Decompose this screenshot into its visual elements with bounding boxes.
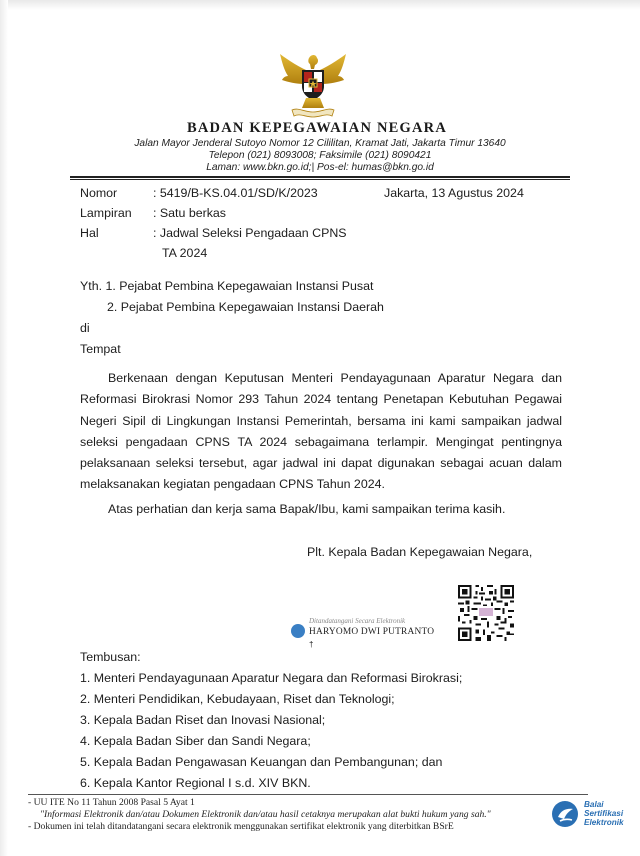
body-line: Reformasi Birokrasi Nomor 293 Tahun 2024 tentang Penetapan Kebutuhan Pegawai <box>80 392 562 407</box>
addressee-tempat: Tempat <box>80 342 121 356</box>
tembusan-heading: Tembusan: <box>80 650 141 664</box>
closing-sentence: Atas perhatian dan kerja sama Bapak/Ibu, kami sampaikan terima kasih. <box>108 502 506 516</box>
bsre-logo <box>551 797 637 831</box>
footer-law-reference: - UU ITE No 11 Tahun 2008 Pasal 5 Ayat 1 <box>28 797 195 808</box>
signatory-title: Plt. Kepala Badan Kepegawaian Negara, <box>307 545 533 559</box>
bsre-emblem-icon <box>551 800 579 828</box>
addressee-di: di <box>80 321 90 335</box>
hal-label: Hal <box>80 226 99 240</box>
bsre-label <box>584 800 624 827</box>
signatory-name: HARYOMO DWI PUTRANTO <box>309 627 435 637</box>
body-line: melaksanakan kegiatan pengadaan CPNS Tahun 2024. <box>80 477 385 492</box>
letterhead-rule-thin <box>70 179 570 180</box>
letterhead-address: Jalan Mayor Jenderal Sutoyo Nomor 12 Cililitan, Kramat Jati, Jakarta Timur 13640 <box>134 138 506 149</box>
tembusan-item: 1. Menteri Pendayagunaan Aparatur Negara dan Reformasi Birokrasi; <box>80 671 463 685</box>
electronic-signature-badge-icon <box>291 624 305 638</box>
signed-electronically-note: Ditandatangani Secara Elektronik <box>309 617 406 625</box>
bsre-label-line: Elektronik <box>584 818 624 827</box>
body-line: seleksi pengadaan CPNS TA 2024 sebagaimana terlampir. Mengingat pentingnya <box>80 434 562 449</box>
body-line: Negeri Sipil di Lingkungan Instansi Pemerintah, bersama ini kami sampaikan jadwal <box>80 413 562 428</box>
tembusan-item: 5. Kepala Badan Pengawasan Keuangan dan Pembangunan; dan <box>80 755 443 769</box>
tembusan-item: 2. Menteri Pendidikan, Kebudayaan, Riset dan Teknologi; <box>80 692 395 706</box>
hal-value-continued: TA 2024 <box>162 246 208 260</box>
tembusan-item: 6. Kepala Kantor Regional I s.d. XIV BKN. <box>80 776 311 790</box>
tembusan-item: 3. Kepala Badan Riset dan Inovasi Nasional; <box>80 713 326 727</box>
page-top-shadow <box>0 0 640 10</box>
nomor-value: : 5419/B-KS.04.01/SD/K/2023 <box>153 186 318 200</box>
letterhead-phone: Telepon (021) 8093008; Faksimile (021) 8090421 <box>208 150 432 161</box>
body-line: pelaksanaan seleksi tersebut, agar jadwal ini dapat digunakan sebagai acuan dalam <box>80 456 562 471</box>
garuda-emblem-icon <box>278 52 348 118</box>
lampiran-value: : Satu berkas <box>153 206 227 220</box>
letterhead-rule-thick <box>70 176 570 178</box>
footer-rule <box>28 794 588 795</box>
tembusan-item: 4. Kepala Badan Siber dan Sandi Negara; <box>80 734 311 748</box>
addressee-line-1: Yth. 1. Pejabat Pembina Kepegawaian Instansi Pusat <box>80 279 374 293</box>
bsre-label-line: Balai <box>584 800 604 809</box>
nomor-label: Nomor <box>80 186 118 200</box>
place-date: Jakarta, 13 Agustus 2024 <box>384 186 524 200</box>
hal-value: : Jadwal Seleksi Pengadaan CPNS <box>153 226 347 240</box>
footer-law-quote: "Informasi Elektronik dan/atau Dokumen Elektronik dan/atau hasil cetaknya merupakan alat bukti hukum yang sah." <box>40 809 491 820</box>
qr-code-icon <box>458 585 514 641</box>
agency-name: BADAN KEPEGAWAIAN NEGARA <box>186 120 447 136</box>
letterhead-web: Laman: www.bkn.go.id;| Pos-el: humas@bkn.go.id <box>206 162 434 173</box>
footer-bsre-note: - Dokumen ini telah ditandatangani secara elektronik menggunakan sertifikat elektronik yang diterbitkan BSrE <box>28 821 454 832</box>
signature-mark: † <box>309 640 314 649</box>
bsre-label-line: Sertifikasi <box>584 809 624 818</box>
lampiran-label: Lampiran <box>80 206 132 220</box>
body-line: Berkenaan dengan Keputusan Menteri Pendayagunaan Aparatur Negara dan <box>108 371 562 385</box>
addressee-line-2: 2. Pejabat Pembina Kepegawaian Instansi Daerah <box>107 300 384 314</box>
body-paragraph <box>80 368 562 496</box>
